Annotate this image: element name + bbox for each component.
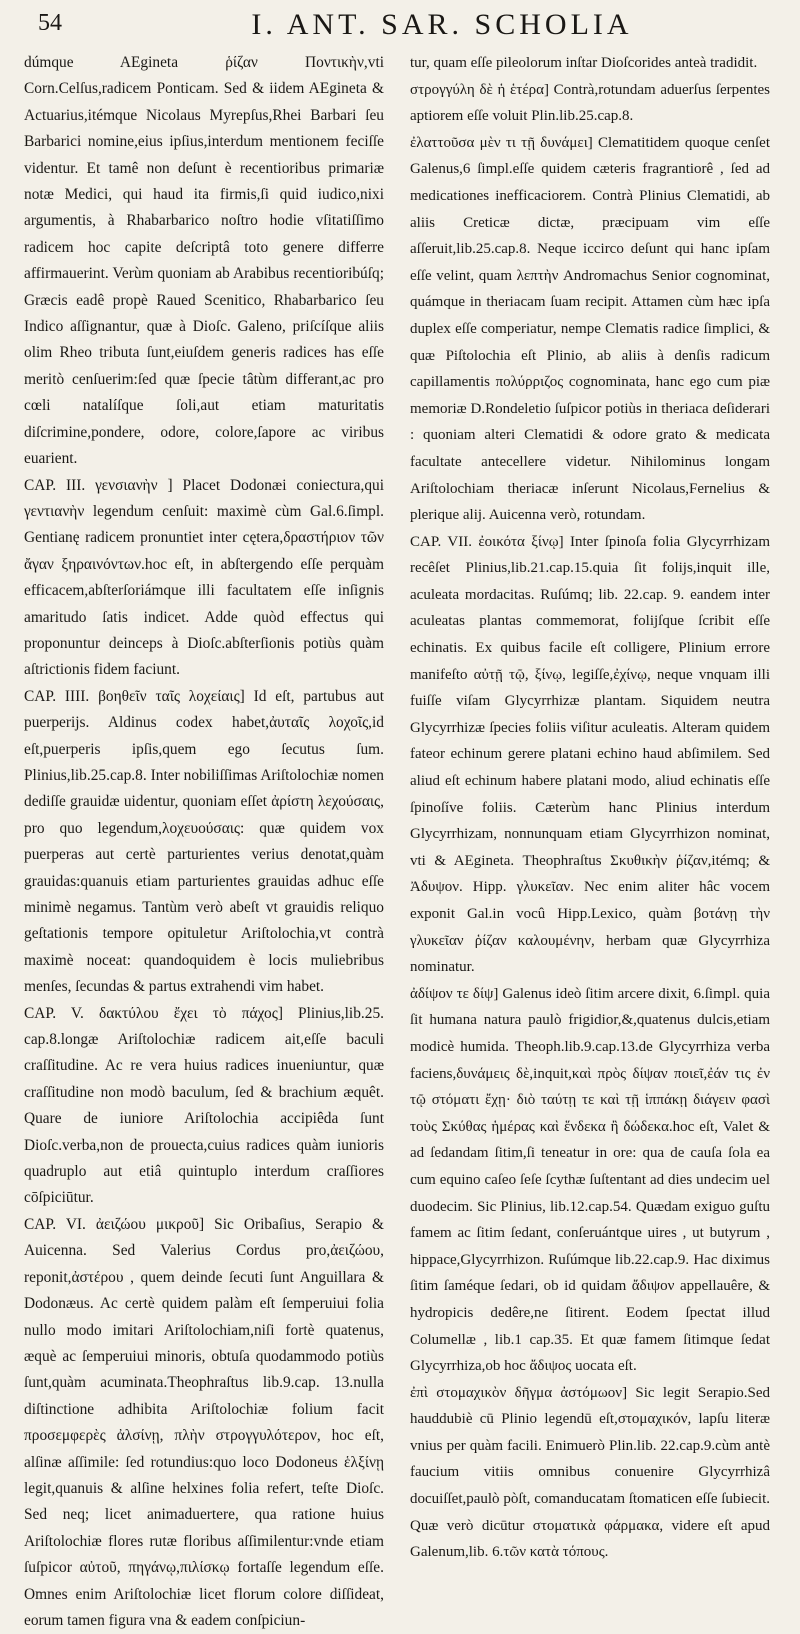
paragraph: ἀδίψον τε δίψ] Galenus ideò ſitim arcere dixit, 6.ſimpl. quia ſit humana natura paulò frigidior,&,quatenus dulcis,etiam modicè humida. Theoph.lib.9.cap.13.de Glycyrrhiza verba faciens,δυνάμεις δὲ,inquit,καὶ πρὸς δίψαν ποιεῖ,ἐάν τις ἐν τῷ στόματι ἔχῃ· διὸ ταύτῃ τε καὶ τῇ ἱππάκῃ διάγειν φασὶ τοὺς Σκύθας ἡμέρας καὶ ἕνδεκα ἢ δώδεκα.hoc eſt, Valet & ad ſedandam ſitim,ſi teneatur in ore: qua de cauſa ſola ea cum equino caſeo ſeſe ſcythæ ſuſtentant ad dies undecim uel duodecim. Sic Plinius, lib.12.cap.54. Quædam exiguo guſtu famem ac ſitim ſedant, conſeruántque uires , ut butyrum , hippace,Glycyrrhizon. Ruſúmque lib.22.cap.9. Hac diximus ſitim ſaméque ſedari, ob id quidam ἄδιψον appellauêre, & hydropicis dedêre,ne ſitirent. Eodem ſpectat illud Columellæ , lib.1 cap.35. Et quæ famem ſitimque ſedat Glycyrrhiza,ob hoc ἄδιψος uocata eſt. [410, 985, 770, 1375]
paragraph: στρογγύλη δὲ ἡ ἑτέρα] Contrà,rotundam aduerſus ſerpentes aptiorem eſſe voluit Plin.lib.25.cap.8. [410, 81, 770, 125]
left-column [24, 50, 384, 1634]
paragraph: CAP. V. δακτύλου ἔχει τὸ πάχος] Plinius,lib.25. cap.8.longæ Ariſtolochiæ radicem ait,eſſe baculi craſſitudine. Ac re vera huius radices inueniuntur, quæ craſſitudine non modò baculum, ſed & brachium æquêt. Quare de iuniore Ariſtolochia accipiêda ſunt Dioſc.verba,non de prouecta,cuius radices quàm iunioris quadruplo aut etiâ quintuplo interdum craſſiores cōſpiciūtur. [24, 1004, 384, 1207]
paragraph: CAP. VII. ἐοικότα ξίνῳ] Inter ſpinoſa folia Glycyrrhizam recêſet Plinius,lib.21.cap.15.quia ſit folijs,inquit ille, aculeata mordacitas. Ruſúmq; lib. 22.cap. 9. eandem inter aculeatas plantas commemorat, folijſque ſcribit eſſe echinatis. Ex quibus facile eſt colligere, Plinium errore manifeſto αὐτῇ τῷ, ξίνῳ, legiſſe,ἐχίνῳ, neque vnquam illi fuiſſe viſam Glycyrrhizæ plantam. Siquidem neutra Glycyrrhizæ ſpecies foliis viſitur aculeatis. Alteram quidem fateor echinum gerere platani echino haud abſimilem. Sed aliud eſt echinum habere platani modo, aliud echinatis eſſe ſpinoſíve foliis. Cæterùm hanc Plinius interdum Glycyrrhizam, nonnunquam etiam Glycyrrhizon nominat, vti & AEgineta. Theophraſtus Σκυθικὴν ῥίζαν,itémq; & Ἀδυψον. Hipp. γλυκεῖαν. Nec enim aliter hâc vocem exponit Gal.in vocû Hipp.Lexico, quàm βοτάνῃ τὴν γλυκεῖαν ῥίζαν καλουμένην, herbam quæ Glycyrrhiza nominatur. [410, 533, 770, 976]
paragraph: ἐλαττοῦσα μὲν τι τῇ δυνάμει] Clematitidem quoque cenſet Galenus,6 ſimpl.eſſe quidem cæteris fragrantiorê , ſed ad medicationes inefficaciorem. Contrà Plinius Clematidi, ab aliis Creticæ dictæ, præcipuam vim eſſe aſſeruit,lib.25.cap.8. Neque iccirco deſunt qui hanc ipſam eſſe velint, quam λεπτὴν Andromachus Senior cognominat, quámque in theriacam ſuam recipit. Attamen cùm hæc ipſa duplex eſſe comperiatur, nempe Clematis radice ſimplici, & quæ Piſtolochia eſt Plinio, ab aliis à denſis radicum capillamentis πολύρριζος cognominata, hanc ego cum piæ memoriæ D.Rondeletio ſuſpicor potiùs in theriaca deſiderari : quoniam alteri Clematidi & odore grato & medicata facultate antecellere videtur. Nihilominus longam Ariſtolochiam theriacæ inſerunt Nicolaus,Fernelius & plerique alij. Auicenna verò, rotundam. [410, 134, 770, 524]
paragraph: dúmque AEgineta ῥίζαν Ποντικὴν,vti Corn.Celſus,radicem Ponticam. Sed & iidem AEgineta & Actuarius,itémque Nicolaus Myrepſus,Rhei Barbari ſeu Barbarici nomine,eius ipſius,interdum mentionem feciſſe videntur. Et tamê non deſunt è recentioribus primariæ notæ Medici, qui haud ita firmis,ſi quid iudico,nixi argumentis, à Rhabarbarico noſtro hodie vſitatiſſimo radicem hoc capite deſcriptâ toto genere differre affirmauerint. Verùm quoniam ab Arabibus recentioribúſq; Græcis eadê propè Raued Scenitico, Rhabarbarico ſeu Indico aſſignantur, quæ à Dioſc. Galeno, priſcíſque aliis olim Rheo tributa ſunt,eiuſdem generis radices has eſſe meritò cenſuerim:ſed quæ ſpecie tâtùm differant,ac pro cœli natalíſque ſoli,aut etiam maturitatis diſcrimine,pondere, odore, colore,ſapore ac viribus euarient. [24, 54, 384, 468]
right-column [410, 50, 770, 1634]
paragraph: CAP. VI. ἀειζώου μικροῦ] Sic Oribaſius, Serapio & Auicenna. Sed Valerius Cordus pro,ἀειζώου, reponit,ἀστέρου , quem deinde ſecuti ſunt Anguillara & Dodonæus. Ac certè quidem palàm eſt ſemperuiui folia nullo modo imitari Ariſtolochiam,niſi fortè quatenus, æquè ac ſemperuiui minoris, obtuſa quodammodo potiùs ſunt,quàm acuminata.Theophraſtus lib.9.cap. 13.nulla diſtinctione adhibita Ariſtolochiæ folium facit προσεμφερὲς ἀλσίνῃ, πλὴν στρογγυλότερον, hoc eſt, alſinæ aſſimile: ſed rotundius:quo loco Dodoneus ἑλξίνῃ legit,quanuis & alſine helxines folia refert, teſte Dioſc. Sed neq; licet animaduertere, qua ratione huius Ariſtolochiæ flores rutæ floribus aſſimilentur:vnde etiam ſuſpicor αὐτοῦ, πηγάνῳ,πιλίσκῳ fortaſſe legendum eſſe. Omnes enim Ariſtolochiæ licet florum colore diſſideat, eorum tamen figura vna & eadem conſpiciun- [24, 1215, 384, 1629]
page-number: 54 [38, 10, 62, 36]
running-head: I. ANT. SAR. SCHOLIA [251, 8, 633, 41]
paragraph: tur, quam eſſe pileolorum inſtar Dioſcorides anteà tradidit. [410, 55, 758, 71]
paragraph: CAP. IIII. βοηθεῖν ταῖς λοχείαις] Id eſt, partubus aut puerperijs. Aldinus codex habet,ἀυταῖς λοχοῖς,id eſt,puerperis ipſis,quem ego ſecutus ſum. Plinius,lib.25.cap.8. Inter nobiliſſimas Ariſtolochiæ nomen dediſſe grauidæ uidentur, quoniam eſſet ἀρίστη λεχούσαις, pro quo legendum,λοχευούσαις: quæ quidem vox puerperas aut certè parturientes verius denotat,quàm grauidas:quanuis etiam parturientes grauidas adhuc eſſe minimè negamus. Tantùm verò abeſt vt grauidis reliquo geſtationis tempore opituletur Ariſtolochia,vt contrà maximè noceat: quandoquidem è locis muliebribus menſes, ſecundas & partus extrahendi vim habet. [24, 687, 384, 996]
page-header [24, 8, 770, 50]
paragraph: CAP. III. γενσιανὴν ] Placet Dodonæi coniectura,qui γεντιανὴν legendum cenſuit: maximè cùm Gal.6.ſimpl. Gentianę radicem pronuntiet inter cętera,δραστήριον τῶν ἄγαν ξηραινόντων.hoc eſt, in abſtergendo eſſe perquàm efficacem,abſterſoriámque illi facultatem eſſe inſignis amaritudo ſatis indicet. Adde quòd effectus qui proponuntur deinceps à Dioſc.abſterſionis potiùs quàm aſtrictionis fidem faciunt. [24, 476, 384, 679]
paragraph: ἐπὶ στομαχικὸν δῆγμα ἀστόμωον] Sic legit Serapio.Sed hauddubiè cū Plinio legendū eſt,στομαχικόν, lapſu literæ vnius per quàm facili. Enimuerò Plin.lib. 22.cap.9.cùm antè faucium vitiis omnibus conuenire Glycyrrhizâ docuiſſet,paulò pòſt, comanducatam ſtomaticen eſſe ſubiecit. Quæ verò dicūtur στοματικὰ φάρμακα, videre eſt apud Galenum,lib. 6.τῶν κατὰ τόπους. [410, 1384, 770, 1561]
text-columns [24, 50, 770, 1634]
